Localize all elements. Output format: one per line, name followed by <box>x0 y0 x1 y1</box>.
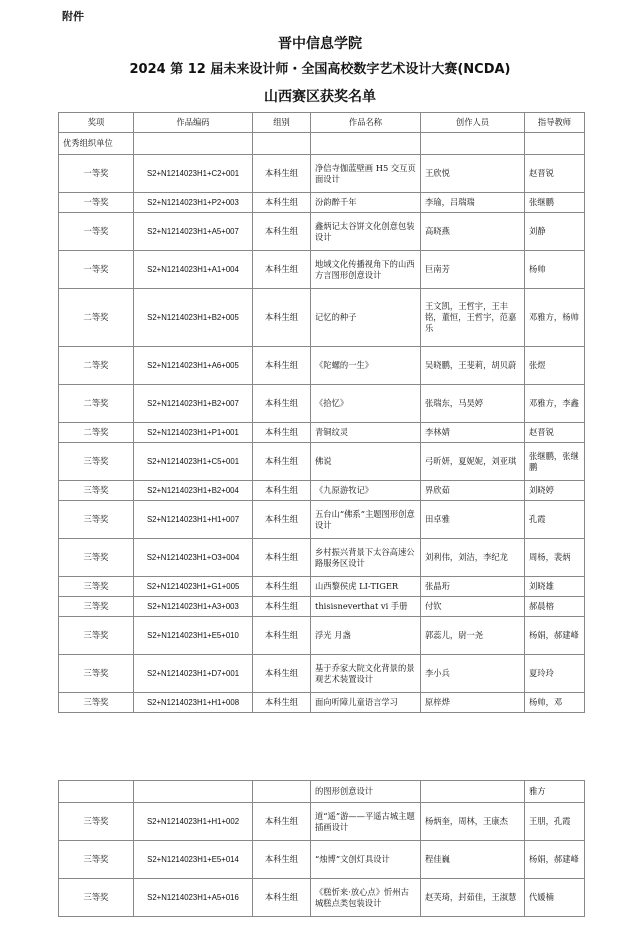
work-code: S2+N1214023H1+A5+007 <box>134 213 253 251</box>
creators: 李林婧 <box>421 423 525 443</box>
work-code: S2+N1214023H1+A5+016 <box>134 879 253 917</box>
institution-title: 晋中信息学院 <box>278 36 362 52</box>
group-cell: 本科生组 <box>253 597 311 617</box>
work-code: S2+N1214023H1+D7+001 <box>134 655 253 693</box>
table-row <box>59 655 585 693</box>
table-row <box>59 289 585 347</box>
work-title: 五台山“佛系”主题图形创意设计 <box>311 501 421 539</box>
work-code: S2+N1214023H1+P2+003 <box>134 193 253 213</box>
table-row <box>59 539 585 577</box>
award-cell: 三等奖 <box>59 577 134 597</box>
table-row <box>59 841 585 879</box>
group-cell: 本科生组 <box>253 841 311 879</box>
group-cell: 本科生组 <box>253 443 311 481</box>
awards-table <box>58 112 585 713</box>
advisor: 杨帅，邓 <box>525 693 585 713</box>
creators: 王欣悦 <box>421 155 525 193</box>
group-cell: 本科生组 <box>253 193 311 213</box>
creators: 王文凯，王哲宇，王丰铭，董恒，王哲宇，范嘉乐 <box>421 289 525 347</box>
group-cell: 本科生组 <box>253 693 311 713</box>
work-title: 的图形创意设计 <box>311 781 421 803</box>
table-row <box>59 617 585 655</box>
award-cell: 一等奖 <box>59 251 134 289</box>
header-advisor: 指导教师 <box>525 113 585 133</box>
award-cell: 三等奖 <box>59 597 134 617</box>
work-code: S2+N1214023H1+A6+005 <box>134 347 253 385</box>
award-cell: 三等奖 <box>59 879 134 917</box>
group-cell: 本科生组 <box>253 481 311 501</box>
group-cell: 本科生组 <box>253 251 311 289</box>
group-cell: 本科生组 <box>253 539 311 577</box>
work-code: S2+N1214023H1+O3+004 <box>134 539 253 577</box>
header-title: 作品名称 <box>311 113 421 133</box>
creators: 弓昕妍，夏妮妮，刘亚琪 <box>421 443 525 481</box>
work-title: “烛博”文创灯具设计 <box>311 841 421 879</box>
table-row <box>59 781 585 803</box>
table-row <box>59 423 585 443</box>
creators: 高晓燕 <box>421 213 525 251</box>
creators: 刘利伟，刘洁，李纪龙 <box>421 539 525 577</box>
creators: 张瑞东，马昊婷 <box>421 385 525 423</box>
work-title: 面向听障儿童语言学习 <box>311 693 421 713</box>
award-cell: 三等奖 <box>59 693 134 713</box>
advisor: 杨娟，郝建峰 <box>525 617 585 655</box>
work-code: S2+N1214023H1+P1+001 <box>134 423 253 443</box>
work-title: 鑫炳记太谷饼文化创意包装设计 <box>311 213 421 251</box>
group-cell: 本科生组 <box>253 213 311 251</box>
group-cell: 本科生组 <box>253 617 311 655</box>
creators: 赵芙琦，封茹佳，王淑慧 <box>421 879 525 917</box>
table-header-row <box>59 113 585 133</box>
award-cell: 三等奖 <box>59 501 134 539</box>
award-cell: 三等奖 <box>59 539 134 577</box>
table-row <box>59 501 585 539</box>
table-row <box>59 481 585 501</box>
award-cell: 三等奖 <box>59 617 134 655</box>
work-code: S2+N1214023H1+G1+005 <box>134 577 253 597</box>
table-row <box>59 385 585 423</box>
work-title: thisisneverthat vi 手册 <box>311 597 421 617</box>
creators: 李瑜，吕瑞瑞 <box>421 193 525 213</box>
work-code: S2+N1214023H1+E5+010 <box>134 617 253 655</box>
work-code: S2+N1214023H1+A3+003 <box>134 597 253 617</box>
award-cell: 三等奖 <box>59 655 134 693</box>
table-row <box>59 693 585 713</box>
work-code: S2+N1214023H1+H1+002 <box>134 803 253 841</box>
group-cell: 本科生组 <box>253 501 311 539</box>
work-code: S2+N1214023H1+B2+005 <box>134 289 253 347</box>
work-title: 佛说 <box>311 443 421 481</box>
table-row <box>59 803 585 841</box>
group-cell: 本科生组 <box>253 577 311 597</box>
advisor: 刘晓雄 <box>525 577 585 597</box>
award-cell: 三等奖 <box>59 803 134 841</box>
award-cell: 一等奖 <box>59 155 134 193</box>
advisor: 赵晋锐 <box>525 423 585 443</box>
creators: 原梓烨 <box>421 693 525 713</box>
work-title: 净信寺伽蓝壁画 H5 交互页面设计 <box>311 155 421 193</box>
header-group: 组别 <box>253 113 311 133</box>
table-row <box>59 597 585 617</box>
group-cell: 本科生组 <box>253 347 311 385</box>
work-title: 浮光 月盏 <box>311 617 421 655</box>
creators: 张晶珩 <box>421 577 525 597</box>
work-title: 《九原游牧记》 <box>311 481 421 501</box>
org-unit-label: 优秀组织单位 <box>59 133 134 155</box>
creators: 巨南芳 <box>421 251 525 289</box>
award-cell: 三等奖 <box>59 443 134 481</box>
header-award: 奖项 <box>59 113 134 133</box>
advisor: 张继鹏 <box>525 193 585 213</box>
advisor: 杨娟，郝建峰 <box>525 841 585 879</box>
header-code: 作品编码 <box>134 113 253 133</box>
org-unit-row <box>59 133 585 155</box>
table-row <box>59 155 585 193</box>
work-code: S2+N1214023H1+H1+007 <box>134 501 253 539</box>
group-cell: 本科生组 <box>253 289 311 347</box>
awards-table-continued <box>58 780 585 917</box>
advisor: 周杨，裴炳 <box>525 539 585 577</box>
group-cell: 本科生组 <box>253 879 311 917</box>
competition-title: 2024 第 12 届未来设计师・全国高校数字艺术设计大赛(NCDA) <box>129 62 511 77</box>
award-cell: 一等奖 <box>59 213 134 251</box>
work-title: 地域文化传播视角下的山西方言图形创意设计 <box>311 251 421 289</box>
table-row <box>59 213 585 251</box>
creators: 李小兵 <box>421 655 525 693</box>
award-cell: 二等奖 <box>59 385 134 423</box>
work-code: S2+N1214023H1+C2+001 <box>134 155 253 193</box>
advisor: 刘静 <box>525 213 585 251</box>
group-cell: 本科生组 <box>253 385 311 423</box>
creators: 吴晓鹏，王斐莉，胡贝蔚 <box>421 347 525 385</box>
work-code: S2+N1214023H1+B2+004 <box>134 481 253 501</box>
work-code: S2+N1214023H1+C5+001 <box>134 443 253 481</box>
work-title: 记忆的种子 <box>311 289 421 347</box>
creators: 付钦 <box>421 597 525 617</box>
work-title: 汾韵醉千年 <box>311 193 421 213</box>
award-cell: 二等奖 <box>59 289 134 347</box>
table-row <box>59 577 585 597</box>
work-code: S2+N1214023H1+E5+014 <box>134 841 253 879</box>
work-code: S2+N1214023H1+A1+004 <box>134 251 253 289</box>
advisor: 刘晓婷 <box>525 481 585 501</box>
advisor: 杨帅 <box>525 251 585 289</box>
group-cell: 本科生组 <box>253 803 311 841</box>
group-cell: 本科生组 <box>253 423 311 443</box>
work-title: 《拾忆》 <box>311 385 421 423</box>
table-row <box>59 879 585 917</box>
advisor: 孔霞 <box>525 501 585 539</box>
table-row <box>59 443 585 481</box>
award-cell: 二等奖 <box>59 423 134 443</box>
work-title: 山西黎侯虎 LI-TIGER <box>311 577 421 597</box>
work-code: S2+N1214023H1+H1+008 <box>134 693 253 713</box>
advisor: 张继鹏，张继鹏 <box>525 443 585 481</box>
group-cell: 本科生组 <box>253 155 311 193</box>
work-title: 道“遥”游——平遥古城主题插画设计 <box>311 803 421 841</box>
work-title: 基于乔家大院文化背景的景观艺术装置设计 <box>311 655 421 693</box>
advisor: 代媛楠 <box>525 879 585 917</box>
group-cell: 本科生组 <box>253 655 311 693</box>
work-title: 《陀螺的一生》 <box>311 347 421 385</box>
creators: 界欣茹 <box>421 481 525 501</box>
table-row <box>59 251 585 289</box>
table-row <box>59 193 585 213</box>
advisor: 邓雅方，李鑫 <box>525 385 585 423</box>
work-title: 《糕忻来·放心点》忻州古城糕点类包装设计 <box>311 879 421 917</box>
advisor: 郝晨榕 <box>525 597 585 617</box>
award-cell: 三等奖 <box>59 841 134 879</box>
list-title: 山西赛区获奖名单 <box>264 89 376 105</box>
header-creators: 创作人员 <box>421 113 525 133</box>
attachment-label: 附件 <box>62 10 84 23</box>
work-title: 乡村振兴背景下太谷高速公路服务区设计 <box>311 539 421 577</box>
creators: 杨炳奎，周林，王康杰 <box>421 803 525 841</box>
advisor: 王朋，孔霞 <box>525 803 585 841</box>
work-title: 青铜纹灵 <box>311 423 421 443</box>
award-cell: 二等奖 <box>59 347 134 385</box>
creators: 郭蕊儿，尉一尧 <box>421 617 525 655</box>
work-code: S2+N1214023H1+B2+007 <box>134 385 253 423</box>
creators: 田卓雅 <box>421 501 525 539</box>
advisor: 邓雅方，杨帅 <box>525 289 585 347</box>
advisor: 夏玲玲 <box>525 655 585 693</box>
advisor: 赵晋锐 <box>525 155 585 193</box>
award-cell: 三等奖 <box>59 481 134 501</box>
advisor: 雅方 <box>525 781 585 803</box>
award-cell: 一等奖 <box>59 193 134 213</box>
creators: 程佳巍 <box>421 841 525 879</box>
advisor: 张煜 <box>525 347 585 385</box>
table-row <box>59 347 585 385</box>
